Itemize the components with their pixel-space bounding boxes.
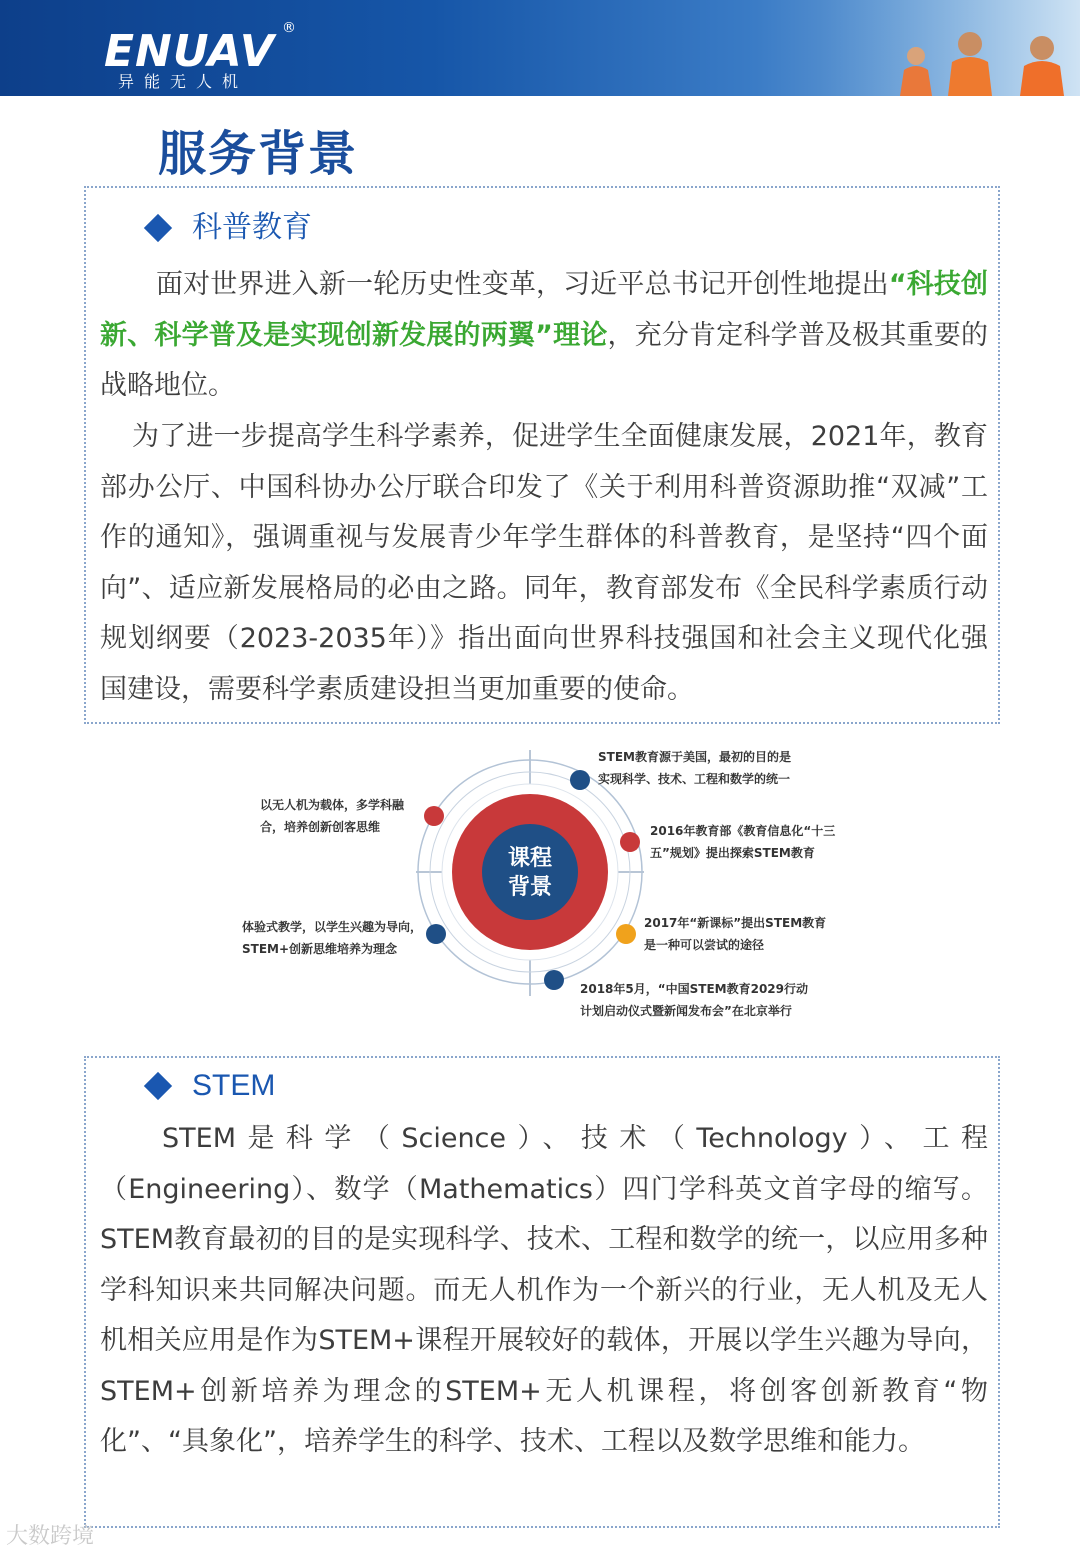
blue-center-circle [482,824,578,920]
logo-wordmark: ENUAV [104,26,275,77]
dot-left-lower [426,924,446,944]
diamond-bullet-icon [144,1072,172,1100]
section-stem [84,1056,1000,1528]
page-title: 服务背景 [158,126,359,182]
label-2016: 2016年教育部《教育信息化“十三 五”规划》提出探索STEM教育 [650,824,836,860]
dot-left-upper [424,806,444,826]
highlight-theory: “科技创新、科学普及是实现创新发展的两翼”理论 [100,269,988,351]
section-title: 科普教育 [192,210,312,245]
diamond-bullet-icon [144,214,172,242]
paragraph-1-text-a: 面对世界进入新一轮历史性变革，习近平总书记开创性地提出 [156,269,889,300]
watermark: 大数跨境 [6,1524,95,1549]
section-heading [148,1066,275,1106]
dot-top-right [570,770,590,790]
label-2018: 2018年5月，“中国STEM教育2029行动 计划启动仪式暨新闻发布会”在北京举行 [580,982,809,1018]
label-drone-carrier: 以无人机为载体，多学科融 合，培养创新创客思维 [260,798,405,834]
label-stem-origin: STEM教育源于美国，最初的目的是 实现科学、技术、工程和数学的统一 [598,750,791,786]
center-line-2: 背景 [507,875,553,900]
paragraph-2: 为了进一步提高学生科学素养，促进学生全面健康发展，2021年，教育部办公厅、中国科协办公厅联合印发了《关于利用科普资源助推“双减”工作的通知》，强调重视与发展青少年学生群体的科普教育，是坚持“四个面向”、适应新发展格局的必由之路。同年，教育部发布《全民科学素质行动规划纲要（2023-2035年）》指出面向世界科技强国和社会主义现代化强国建设，需要科学素质建设担当更加重要的使命。 [100,421,988,705]
label-experiential: 体验式教学，以学生兴趣为导向， STEM+创新思维培养为理念 [242,920,423,956]
section-title: STEM [192,1069,276,1102]
course-background-diagram [230,748,870,1028]
section-science-education [84,186,1000,724]
children-photo-icon [820,0,1080,96]
center-line-1: 课程 [507,846,553,871]
paragraph-1-text-b: ，充分肯定科学普及极其重要的战略地位。 [100,319,989,401]
registered-mark: ® [282,20,296,36]
paragraph-1 [100,260,988,412]
dot-bottom [544,970,564,990]
dot-right [620,832,640,852]
logo-subtitle: 异能无人机 [118,72,249,91]
logo[interactable] [104,20,304,92]
section-heading [148,208,312,248]
paragraph-stem: STEM是科学（Science）、技术（Technology）、工程（Engineering）、数学（Mathematics）四门学科英文首字母的缩写。STEM教育最初的目的是实现科学、技术、工程和数学的统一，以应用多种学科知识来共同解决问题。而无人机作为一个新兴的行业，无人机及无人机相关应用是作为STEM+课程开展较好的载体，开展以学生兴趣为导向，STEM+创新培养为理念的STEM+无人机课程，将创客创新教育“物化”、“具象化”，培养学生的科学、技术、工程以及数学思维和能力。 [100,1123,988,1457]
dot-lower-right [616,924,636,944]
label-2017: 2017年“新课标”提出STEM教育 是一种可以尝试的途径 [644,916,827,952]
header-banner [0,0,1080,96]
